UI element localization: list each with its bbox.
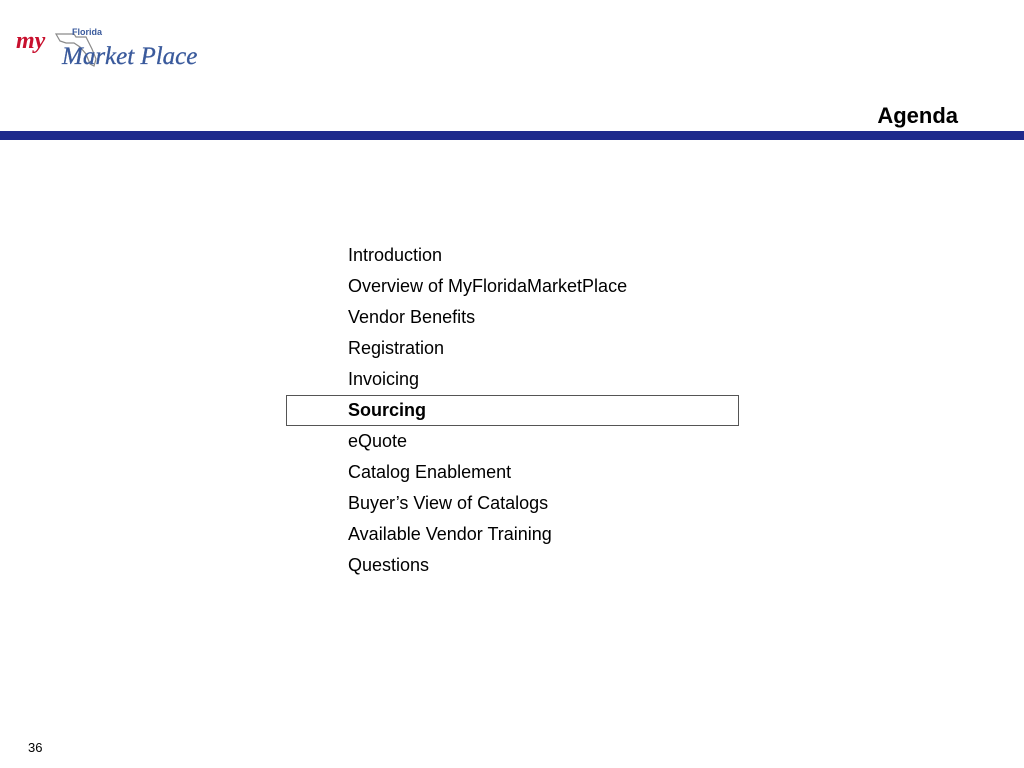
agenda-item: Vendor Benefits bbox=[348, 307, 476, 327]
agenda-list bbox=[286, 240, 739, 581]
agenda-item-current: Sourcing bbox=[286, 395, 739, 426]
page-number: 36 bbox=[28, 740, 43, 755]
logo-graphic bbox=[14, 20, 224, 72]
agenda-item: Catalog Enablement bbox=[348, 462, 512, 482]
agenda-item: Overview of MyFloridaMarketPlace bbox=[348, 276, 628, 296]
agenda-item: eQuote bbox=[348, 431, 408, 451]
agenda-item: Invoicing bbox=[348, 369, 420, 389]
agenda-item: Buyer’s View of Catalogs bbox=[348, 493, 549, 513]
title-rule bbox=[0, 131, 1024, 140]
myfloridamarketplace-logo bbox=[14, 20, 224, 72]
agenda-item: Introduction bbox=[348, 245, 443, 265]
logo-my: my bbox=[16, 28, 46, 54]
agenda-item: Questions bbox=[348, 555, 430, 575]
logo-florida: Florida bbox=[72, 27, 103, 37]
agenda-item: Available Vendor Training bbox=[348, 524, 552, 544]
agenda-item: Registration bbox=[348, 338, 445, 358]
slide-title: Agenda bbox=[877, 103, 958, 128]
logo-market-place: Market Place bbox=[62, 43, 198, 70]
